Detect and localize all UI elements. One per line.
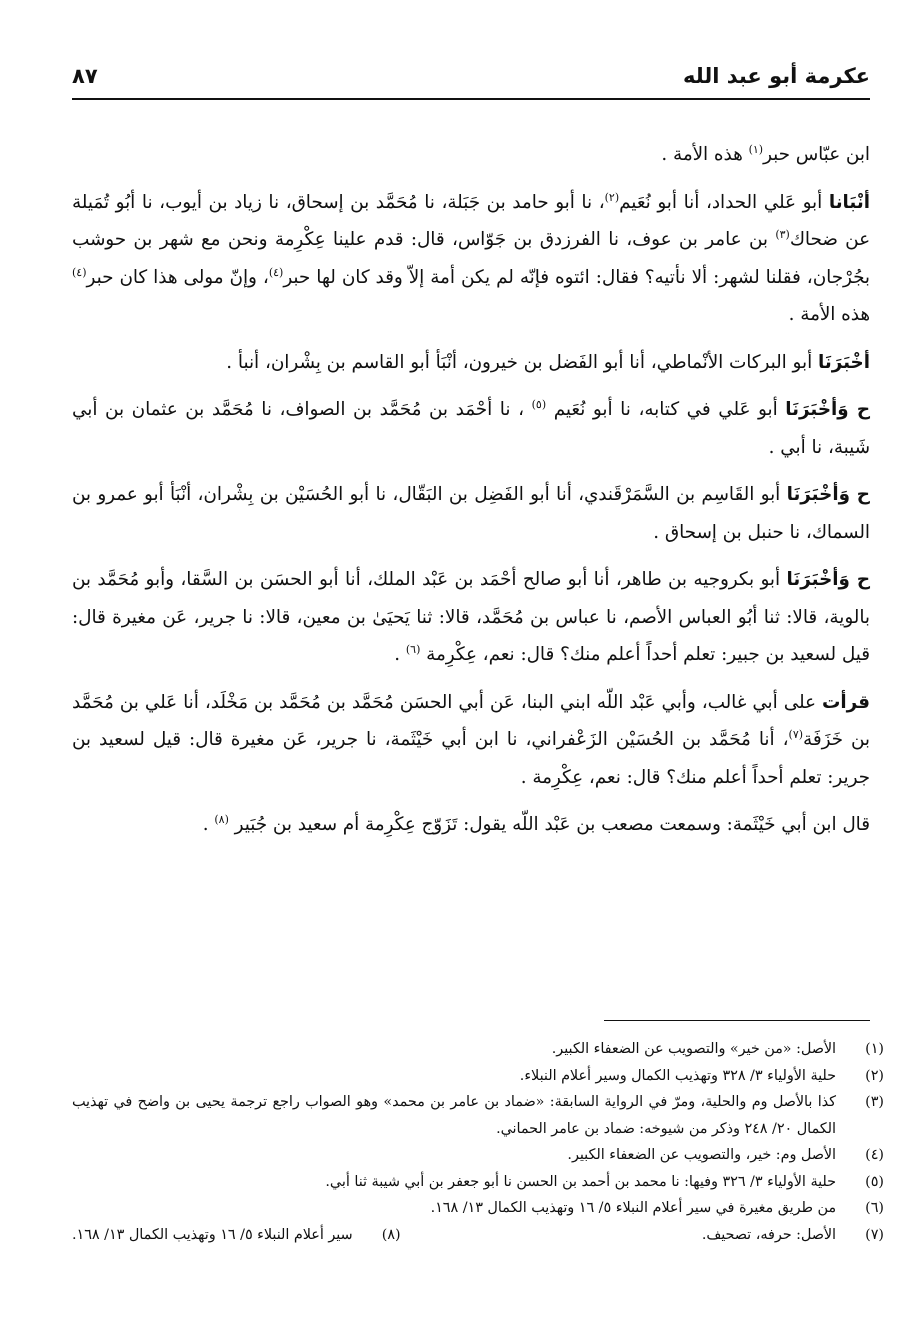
footnote-number: (٥) — [865, 1173, 884, 1190]
running-header — [72, 62, 870, 100]
footnote-number: (٣) — [865, 1094, 884, 1110]
paragraph — [72, 136, 870, 174]
footnote — [72, 1089, 884, 1142]
footnote — [72, 1195, 884, 1222]
footnote-text: كذا بالأصل وم والحلية، ومرّ في الرواية السابقة: «ضماد بن عامر بن محمد» وهو الصواب راجع ترجمة يحيى بن واضح في تهذيب الكمال ٢٠/ ٢٤٨ وذكر من شيوخه: ضماد بن عامر الحماني. — [72, 1094, 836, 1137]
text-run: هذه الأمة . — [661, 144, 749, 165]
footnote-ref: (٧) — [788, 727, 804, 741]
footnote-number: (٢) — [865, 1067, 884, 1084]
paragraph-lead-word: أخْبَرَنَا — [817, 351, 870, 373]
paragraph — [72, 184, 870, 334]
text-run: أبو البركات الأنْماطي، أنا أبو الفَضل بن خيرون، أنْبَأ أبو القاسم بن بِشْران، أنبأ . — [226, 351, 818, 373]
footnote — [72, 1036, 884, 1063]
paragraph-lead-word: ح وَأخْبَرَنَا — [786, 569, 870, 590]
paragraph — [72, 561, 870, 674]
paragraph — [72, 684, 870, 797]
paragraph-lead-word: أنْبَانا — [828, 191, 871, 213]
text-run: بن عامر بن عوف، نا الفرزدق بن جَوّاس، قال: قدم علينا عِكْرِمة ونحن مع شهر بن حوشب بجُرْجان، فقلنا لشهر: ألا نأتيه؟ فقال: ائتوه فإنّه لم يكن أمة إلاّ وقد كان لها حبر — [72, 229, 870, 288]
text-run: قال ابن أبي خَيْثَمة: وسمعت مصعب بن عَبْد اللّه يقول: تَزَوّج عِكْرِمة أم سعيد بن جُبَير — [228, 814, 870, 835]
text-run: . — [202, 814, 215, 835]
text-run: ، أنا مُحَمَّد بن الحُسَيْن الزَعْفراني، نا ابن أبي خَيْثَمة، نا جرير، عَن مغيرة قال: قيل لسعيد بن جرير: تعلم أحداً أعلم منك؟ قال: نعم، عِكْرِمة . — [72, 729, 870, 788]
text-run: أبو القَاسِم بن السَّمَرْقَندي، أنا أبو الفَضِل بن البَقّال، نا أبو الحُسَيْن بن بِشْران، أنْبَأ أبو عمرو بن السماك، نا حنبل بن إسحاق . — [72, 484, 870, 543]
footnote-text: من طريق مغيرة في سير أعلام النبلاء ٥/ ١٦ وتهذيب الكمال ١٣/ ١٦٨. — [430, 1200, 836, 1216]
text-run: أبو عَلي الحداد، أنا أبو نُعَيم — [619, 191, 829, 213]
footnotes — [72, 1036, 884, 1248]
footnote-text: حلية الأولياء ٣/ ٣٢٦ وفيها: نا محمد بن أحمد بن الحسن نا أبو جعفر بن أبي شيبة ثنا أبي. — [325, 1173, 836, 1190]
footnote-number: (٧) — [865, 1226, 884, 1243]
footnote — [72, 1142, 884, 1169]
paragraph — [72, 391, 870, 466]
footnote-pair — [72, 1222, 884, 1249]
footnote-ref: (٦) — [405, 642, 421, 656]
text-run: ، نا أحْمَد بن مُحَمَّد بن الصواف، نا مُحَمَّد بن عثمان بن أبي شَيبة، نا أبي . — [72, 399, 870, 458]
footnote — [702, 1222, 884, 1249]
footnote-number: (١) — [865, 1041, 884, 1057]
text-run: أبو بكروجيه بن طاهر، أنا أبو صالح أحْمَد بن عَبْد الملك، أنا أبو الحسَن بن السَّقا، وأبو مُحَمَّد بن بالوية، قالا: ثنا أبُو العباس الأصم، نا عباس بن مُحَمَّد، قالا: ثنا يَحيَىٰ بن معين، قالا: نا جرير، عَن مغيرة قال: قيل لسعيد بن جبير: تعلم أحداً أعلم منك؟ قال: نعم، عِكْرِمة — [72, 569, 870, 665]
text-run: ، نا أبو حامد بن جَبَلة، نا مُحَمَّد بن إسحاق، نا زياد بن أيوب، نا أبُو تُمَيلة عن ضحاك — [72, 191, 870, 250]
footnote-text: حلية الأولياء ٣/ ٣٢٨ وتهذيب الكمال وسير أعلام النبلاء. — [519, 1067, 836, 1084]
footnote-number: (٤) — [865, 1147, 884, 1163]
text-run: ابن عبّاس حبر — [763, 144, 870, 165]
text-run: أبو عَلي في كتابه، نا أبو نُعَيم — [546, 399, 786, 420]
paragraph — [72, 344, 870, 382]
text-run: ، وإنّ مولى هذا كان حبر — [86, 266, 269, 288]
paragraph-lead-word: ح وَأخْبَرَنَا — [786, 484, 870, 505]
footnote-ref: (٥) — [531, 397, 547, 411]
text-run: . — [394, 644, 406, 665]
page-number: ٨٧ — [72, 64, 98, 88]
paragraph-lead-word: قرأت — [822, 691, 870, 713]
text-run: هذه الأمة . — [788, 304, 870, 325]
paragraph — [72, 806, 870, 844]
footnote-text: الأصل: حرفه، تصحيف. — [701, 1226, 836, 1243]
footnote-number: (٨) — [381, 1226, 401, 1243]
text-run: على أبي غالب، وأبي عَبْد اللّه ابني البنا، عَن أبي الحسَن مُحَمَّد بن مُحَمَّد بن مَخْلَد، أنا عَلي بن مُحَمَّد بن خَزَفَة — [72, 691, 870, 750]
footnote-separator — [604, 1020, 870, 1021]
main-text — [72, 136, 870, 854]
footnote-ref: (٤) — [72, 265, 87, 279]
footnote-number: (٦) — [865, 1200, 884, 1216]
paragraph-lead-word: ح وَأخْبَرَنَا — [785, 399, 870, 420]
footnote — [72, 1169, 884, 1196]
running-title: عكرمة أبو عبد الله — [683, 64, 870, 88]
paragraph — [72, 476, 870, 551]
footnote-ref: (١) — [748, 142, 764, 156]
footnote-ref: (٤) — [268, 265, 284, 279]
footnote-ref: (٢) — [604, 190, 620, 204]
footnote-ref: (٨) — [214, 812, 229, 826]
footnote-ref: (٣) — [775, 227, 790, 241]
footnote-text: الأصل: «من خير» والتصويب عن الضعفاء الكبير. — [551, 1041, 836, 1057]
footnote-gap — [401, 1222, 702, 1249]
footnote-text: الأصل وم: خير، والتصويب عن الضعفاء الكبير. — [567, 1147, 836, 1163]
footnote — [72, 1063, 884, 1090]
footnote-text: سير أعلام النبلاء ٥/ ١٦ وتهذيب الكمال ١٣/ ١٦٨. — [72, 1226, 353, 1243]
footnote — [72, 1222, 401, 1249]
